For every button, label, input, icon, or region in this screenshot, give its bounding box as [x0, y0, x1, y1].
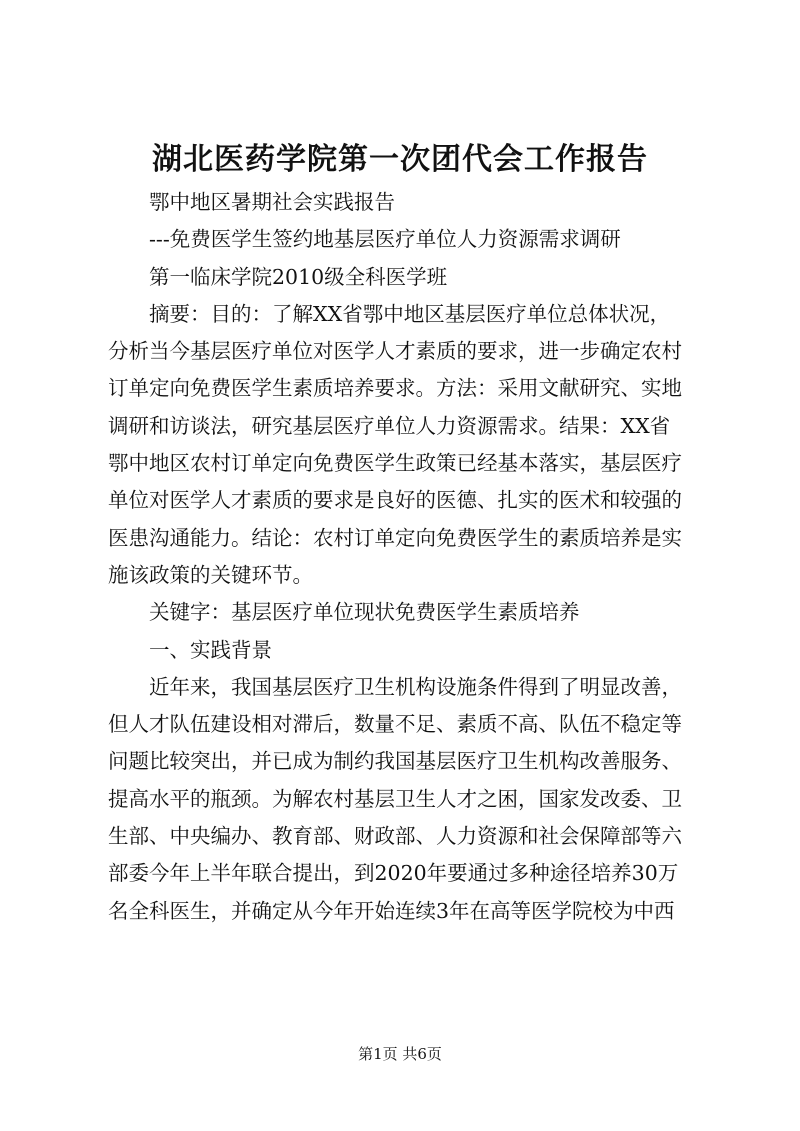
background-line: 名全科医生，并确定从今年开始连续3年在高等医学院校为中西: [108, 898, 675, 923]
subtitle-topic: ---免费医学生签约地基层医疗单位人力资源需求调研: [149, 227, 621, 252]
background-line: 部委今年上半年联合提出，到2020年要通过多种途径培养30万: [108, 861, 679, 886]
abstract-paragraph: [108, 296, 708, 594]
abstract-line: 调研和访谈法，研究基层医疗单位人力资源需求。结果：XX省: [108, 413, 671, 438]
background-line: 近年来，我国基层医疗卫生机构设施条件得到了明显改善，: [149, 674, 682, 699]
page-footer: 第1页 共6页: [358, 1045, 442, 1063]
abstract-line: 订单定向免费医学生素质培养要求。方法：采用文献研究、实地: [108, 376, 682, 401]
background-line: 但人才队伍建设相对滞后，数量不足、素质不高、队伍不稳定等: [108, 712, 682, 737]
abstract-line: 摘要：目的：了解XX省鄂中地区基层医疗单位总体状况，: [149, 301, 671, 326]
section-heading: 一、实践背景: [149, 637, 272, 662]
background-line: 生部、中央编办、教育部、财政部、人力资源和社会保障部等六: [108, 824, 682, 849]
background-line: 提高水平的瓶颈。为解农村基层卫生人才之困，国家发改委、卫: [108, 786, 682, 811]
subtitle-class: 第一临床学院2010级全科医学班: [149, 264, 448, 289]
background-paragraph: [108, 669, 708, 930]
document-body: [108, 184, 708, 930]
background-line: 问题比较突出，并已成为制约我国基层医疗卫生机构改善服务、: [108, 749, 682, 774]
subtitle-region: 鄂中地区暑期社会实践报告: [149, 190, 395, 214]
keywords-line: 关键字：基层医疗单位现状免费医学生素质培养: [149, 600, 580, 625]
abstract-line: 鄂中地区农村订单定向免费医学生政策已经基本落实，基层医疗: [108, 451, 682, 476]
abstract-line: 单位对医学人才素质的要求是良好的医德、扎实的医术和较强的: [108, 488, 682, 513]
abstract-line: 分析当今基层医疗单位对医学人才素质的要求，进一步确定农村: [108, 339, 682, 364]
abstract-line: 施该政策的关键环节。: [108, 562, 313, 587]
document-title: 湖北医药学院第一次团代会工作报告: [152, 142, 648, 177]
abstract-line: 医患沟通能力。结论：农村订单定向免费医学生的素质培养是实: [108, 525, 682, 550]
